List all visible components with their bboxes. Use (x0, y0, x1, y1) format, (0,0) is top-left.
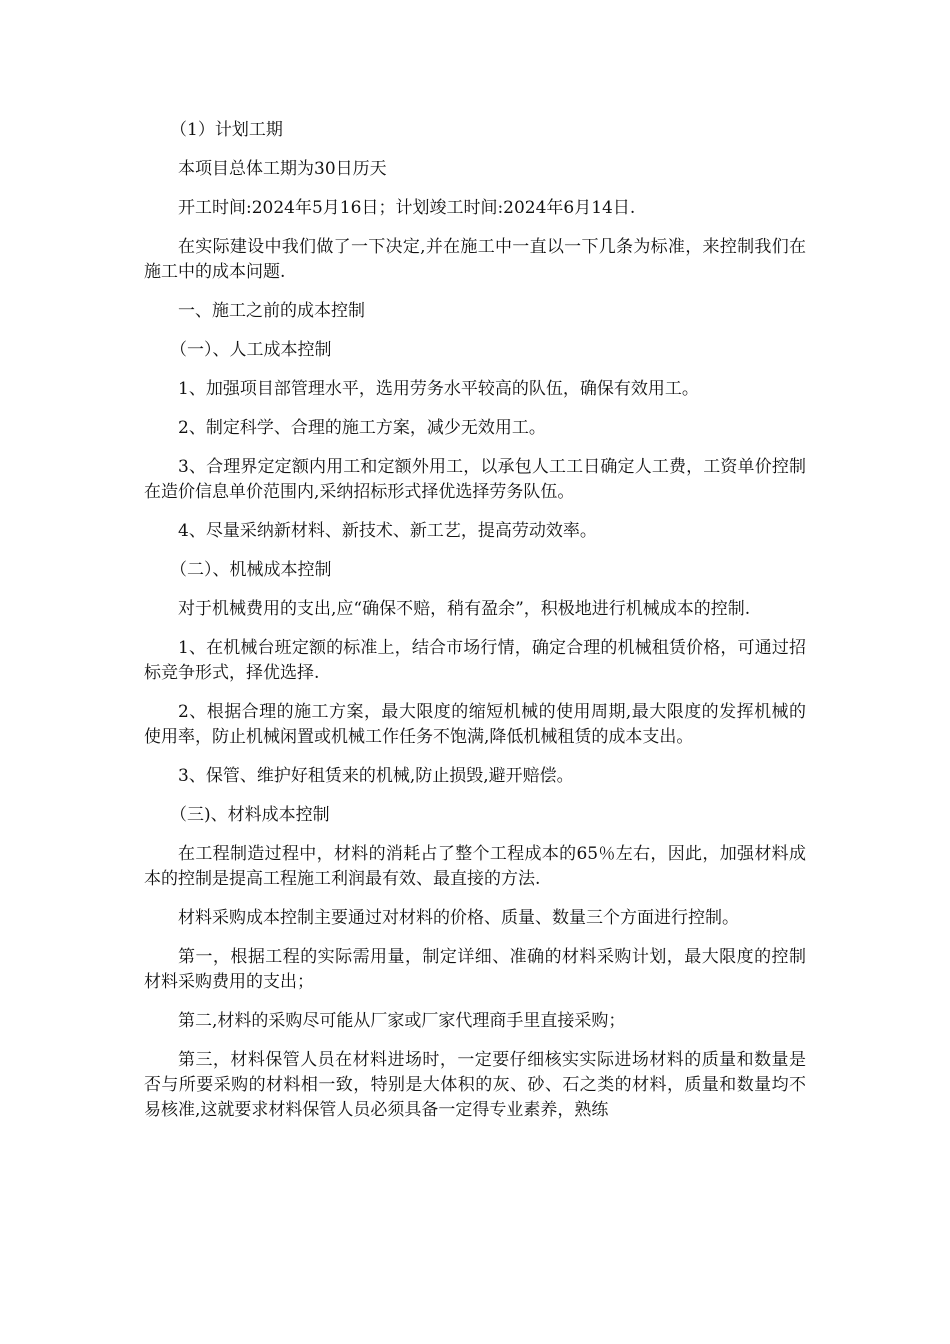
section-heading-pre-construction: 一、施工之前的成本控制 (178, 301, 365, 321)
paragraph-start-end-dates: 开工时间:2024年5月16日；计划竣工时间:2024年6月14日. (178, 198, 636, 218)
subsection-heading-machinery: （二）、机械成本控制 (170, 560, 332, 580)
subsection-heading-materials: （三)、材料成本控制 (170, 805, 330, 825)
paragraph-decision-intro: 在实际建设中我们做了一下决定,并在施工中一直以一下几条为标准，来控制我们在施工中的成本问题. (144, 237, 806, 282)
list-item-machinery-3: 3、保管、维护好租赁来的机械,防止损毁,避开赔偿。 (178, 766, 574, 786)
list-item-machinery-2: 2、根据合理的施工方案，最大限度的缩短机械的使用周期,最大限度的发挥机械的使用率，防止机械闲置或机械工作任务不饱满,降低机械租赁的成本支出。 (144, 702, 806, 747)
paragraph-total-duration: 本项目总体工期为30日历天 (178, 159, 387, 179)
list-item-materials-first: 第一，根据工程的实际需用量，制定详细、准确的材料采购计划，最大限度的控制材料采购费用的支出； (144, 947, 806, 992)
paragraph-materials-purchase: 材料采购成本控制主要通过对材料的价格、质量、数量三个方面进行控制。 (178, 908, 739, 928)
paragraph-machinery-intro: 对于机械费用的支出,应“确保不赔，稍有盈余”，积极地进行机械成本的控制. (178, 599, 751, 619)
list-item-labor-1: 1、加强项目部管理水平，选用劳务水平较高的队伍，确保有效用工。 (178, 379, 699, 399)
subsection-heading-labor: （一）、人工成本控制 (170, 340, 332, 360)
paragraph-materials-intro: 在工程制造过程中，材料的消耗占了整个工程成本的65％左右，因此，加强材料成本的控制是提高工程施工利润最有效、最直接的方法. (144, 844, 806, 889)
section-heading-schedule: （1）计划工期 (170, 120, 283, 140)
list-item-machinery-1: 1、在机械台班定额的标准上，结合市场行情，确定合理的机械租赁价格，可通过招标竞争形式，择优选择. (144, 638, 806, 683)
list-item-labor-4: 4、尽量采纳新材料、新技术、新工艺，提高劳动效率。 (178, 521, 597, 541)
document-body (144, 118, 806, 1137)
list-item-materials-third: 第三，材料保管人员在材料进场时，一定要仔细核实实际进场材料的质量和数量是否与所要采购的材料相一致，特别是大体积的灰、砂、石之类的材料，质量和数量均不易核准,这就要求材料保管人员必须具备一定得专业素养，熟练 (144, 1050, 806, 1120)
list-item-labor-3: 3、合理界定定额内用工和定额外用工，以承包人工工日确定人工费，工资单价控制在造价信息单价范围内,采纳招标形式择优选择劳务队伍。 (144, 457, 806, 502)
list-item-materials-second: 第二,材料的采购尽可能从厂家或厂家代理商手里直接采购； (178, 1011, 626, 1031)
list-item-labor-2: 2、制定科学、合理的施工方案，减少无效用工。 (178, 418, 546, 438)
